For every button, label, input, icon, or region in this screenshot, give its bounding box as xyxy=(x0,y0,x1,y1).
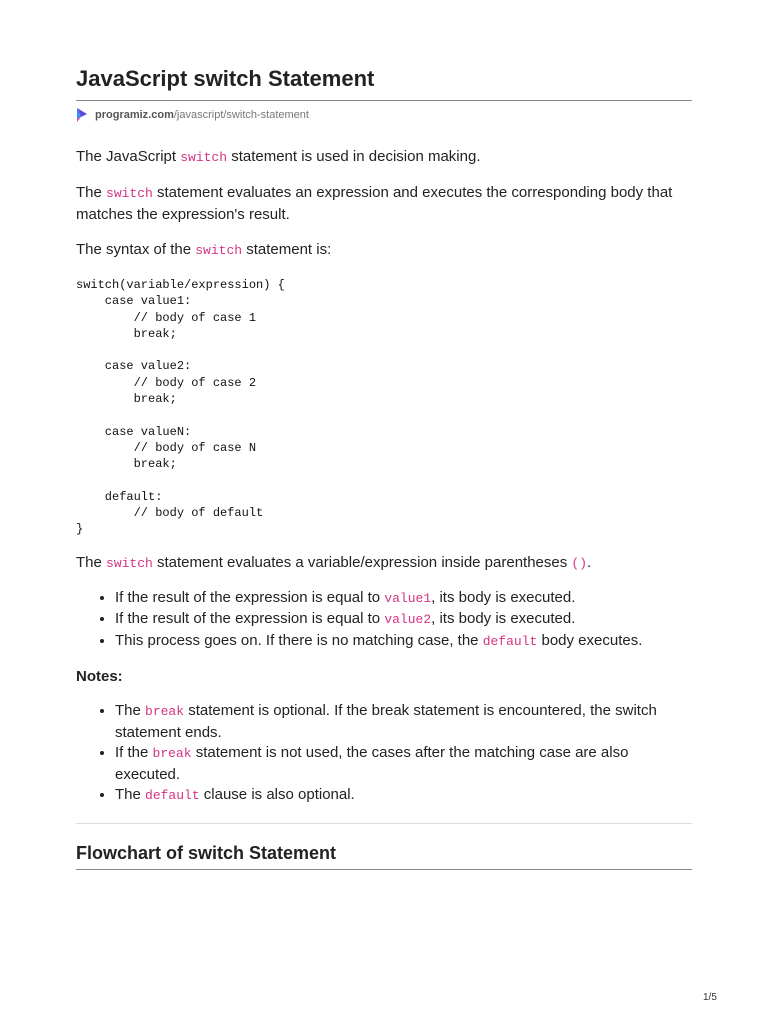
description-paragraph: The switch statement evaluates an expression and executes the corresponding body that matches the expression's result. xyxy=(76,184,673,223)
document-page xyxy=(76,66,692,870)
inline-code: break xyxy=(145,704,185,720)
result-list xyxy=(76,588,692,653)
inline-code: () xyxy=(571,555,588,571)
intro-paragraph: The JavaScript switch statement is used in decision making. xyxy=(76,148,481,165)
programiz-logo-icon xyxy=(76,108,88,122)
list-item: • This process goes on. If there is no matching case, the default body executes. xyxy=(115,631,692,653)
page-title: JavaScript switch Statement xyxy=(76,66,692,101)
code-block: switch(variable/expression) { case value1: // body of case 1 break; case value2: // body of case 2 break; case valueN: // body of case N break; default: // body of default } xyxy=(76,278,285,537)
list-item: • If the break statement is not used, the cases after the matching case are also executed. xyxy=(115,743,692,785)
list-item: • The default clause is also optional. xyxy=(115,785,692,807)
page-number: 1/5 xyxy=(703,992,717,1003)
inline-code: default xyxy=(482,633,538,649)
inline-code: default xyxy=(145,788,200,804)
inline-code: switch xyxy=(106,555,153,571)
inline-code: switch xyxy=(180,150,228,165)
list-item: • The break statement is optional. If the break statement is encountered, the switch statement ends. xyxy=(115,701,692,743)
inline-code: value1 xyxy=(384,590,432,606)
source-link[interactable] xyxy=(95,109,309,121)
notes-list xyxy=(76,701,692,807)
syntax-intro-paragraph: The syntax of the switch statement is: xyxy=(76,241,332,258)
inline-code: value2 xyxy=(384,612,432,628)
inline-code: switch xyxy=(195,243,243,258)
list-item: • If the result of the expression is equal to value2, its body is executed. xyxy=(115,609,692,631)
list-item: • If the result of the expression is equal to value1, its body is executed. xyxy=(115,588,692,610)
source-path: /javascript/switch-statement xyxy=(173,109,309,121)
inline-code: break xyxy=(152,746,192,762)
evaluation-paragraph: The switch statement evaluates a variable/expression inside parentheses (). xyxy=(76,553,592,571)
section-divider xyxy=(76,823,692,824)
source-domain: programiz.com xyxy=(95,109,174,121)
notes-heading: Notes: xyxy=(76,668,123,686)
section-heading: Flowchart of switch Statement xyxy=(76,843,692,870)
source-line xyxy=(76,108,692,122)
inline-code: switch xyxy=(106,186,153,201)
